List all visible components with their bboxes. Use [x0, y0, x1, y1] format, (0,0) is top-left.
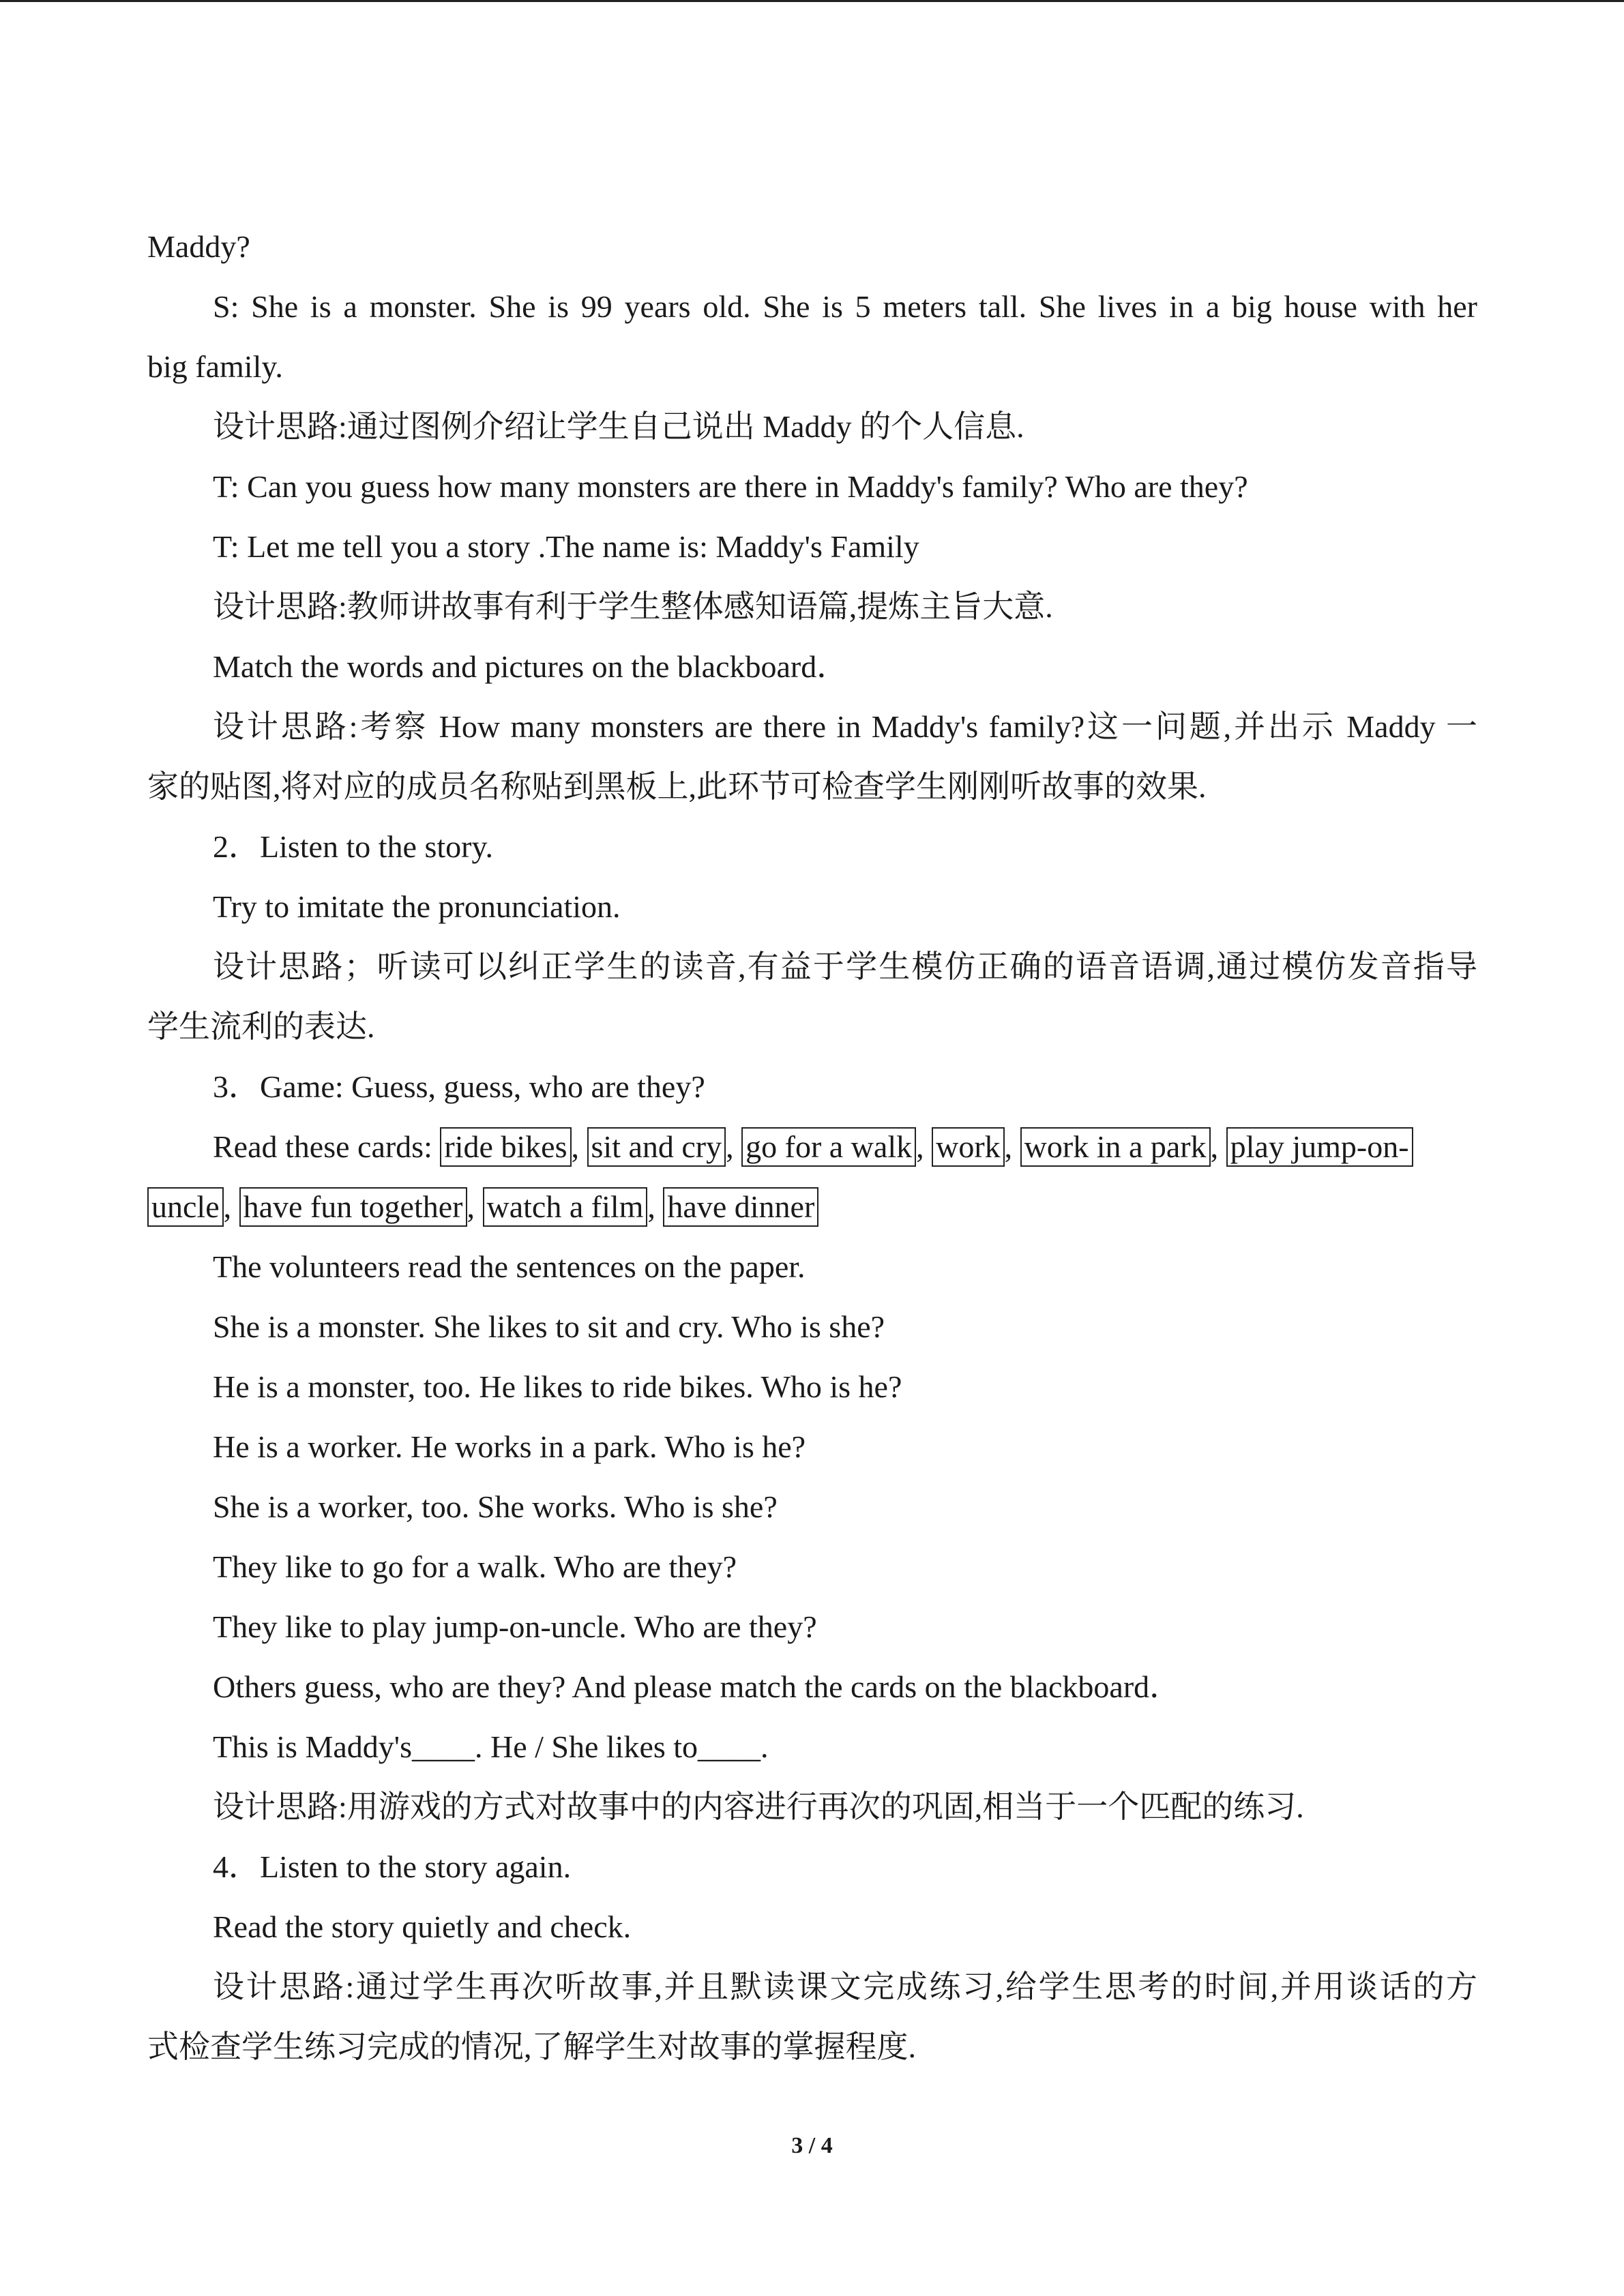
separator: ,: [647, 1189, 664, 1224]
sentence-line: She is a worker, too. She works. Who is she?: [213, 1489, 778, 1524]
design-note-cont: 学生流利的表达.: [147, 1009, 375, 1044]
word-card: have dinner: [663, 1187, 818, 1227]
sentence-line: She is a monster. She likes to sit and cry. Who is she?: [213, 1309, 885, 1344]
separator: ,: [571, 1129, 587, 1164]
word-card: go for a walk: [741, 1127, 916, 1167]
cards-line-1: [147, 1117, 1477, 1177]
document-body: [147, 217, 1477, 2077]
instruction-line: Try to imitate the pronunciation.: [213, 889, 621, 924]
sentence-line: He is a monster, too. He likes to ride bikes. Who is he?: [213, 1369, 902, 1404]
instruction-line: Match the words and pictures on the blackboard．: [213, 649, 848, 684]
cards-intro: Read these cards:: [213, 1129, 441, 1164]
teacher-line: T: Let me tell you a story .The name is: Maddy's Family: [213, 529, 919, 564]
word-card: uncle: [147, 1187, 224, 1227]
cards-line-2: [147, 1177, 1477, 1237]
page-number: 3 / 4: [791, 2133, 833, 2158]
design-note: 设计思路；听读可以纠正学生的读音,有益于学生模仿正确的语音语调,通过模仿发音指导: [213, 949, 1477, 984]
separator: ,: [726, 1129, 742, 1164]
text-line: S: She is a monster. She is 99 years old. She is 5 meters tall. She lives in a big house with her: [213, 289, 1477, 324]
design-note: 设计思路:用游戏的方式对故事中的内容进行再次的巩固,相当于一个匹配的练习.: [213, 1789, 1304, 1824]
word-card: sit and cry: [587, 1127, 726, 1167]
sentence-line: They like to go for a walk. Who are they?: [213, 1549, 737, 1584]
sentence-line: He is a worker. He works in a park. Who is he?: [213, 1429, 806, 1464]
word-card: have fun together: [239, 1187, 467, 1227]
text-line: The volunteers read the sentences on the paper.: [213, 1249, 806, 1284]
word-card: play jump-on-: [1226, 1127, 1413, 1167]
design-note: 设计思路:教师讲故事有利于学生整体感知语篇,提炼主旨大意.: [213, 589, 1053, 624]
separator: ,: [223, 1189, 239, 1224]
separator: ,: [1210, 1129, 1226, 1164]
separator: ,: [916, 1129, 932, 1164]
sentence-line: They like to play jump-on-uncle. Who are they?: [213, 1609, 817, 1644]
sentence-pattern: This is Maddy's____. He / She likes to____.: [213, 1729, 769, 1764]
separator: ,: [1004, 1129, 1020, 1164]
design-note-cont: 家的贴图,将对应的成员名称贴到黑板上,此环节可检查学生刚刚听故事的效果.: [147, 769, 1207, 804]
instruction-line: Read the story quietly and check.: [213, 1909, 632, 1944]
design-note: 设计思路:通过图例介绍让学生自己说出 Maddy 的个人信息.: [213, 409, 1024, 444]
step-heading: 3．Game: Guess, guess, who are they?: [213, 1069, 705, 1104]
step-heading: 4．Listen to the story again.: [213, 1849, 572, 1884]
instruction-line: Others guess, who are they? And please match the cards on the blackboard．: [213, 1669, 1181, 1704]
word-card: ride bikes: [440, 1127, 571, 1167]
design-note: 设计思路:通过学生再次听故事,并且默读课文完成练习,给学生思考的时间,并用谈话的方: [213, 1969, 1477, 2004]
teacher-line: T: Can you guess how many monsters are there in Maddy's family? Who are they?: [213, 469, 1248, 504]
design-note-cont: 式检查学生练习完成的情况,了解学生对故事的掌握程度.: [147, 2029, 916, 2064]
text-line: big family.: [147, 349, 283, 384]
word-card: work in a park: [1020, 1127, 1211, 1167]
word-card: watch a film: [483, 1187, 648, 1227]
step-heading: 2．Listen to the story.: [213, 829, 493, 864]
word-card: work: [932, 1127, 1005, 1167]
separator: ,: [467, 1189, 483, 1224]
design-note: 设计思路:考察 How many monsters are there in Maddy's family?这一问题,并出示 Maddy 一: [213, 709, 1477, 744]
top-border: [0, 0, 1624, 2]
text-line: Maddy?: [147, 229, 250, 264]
